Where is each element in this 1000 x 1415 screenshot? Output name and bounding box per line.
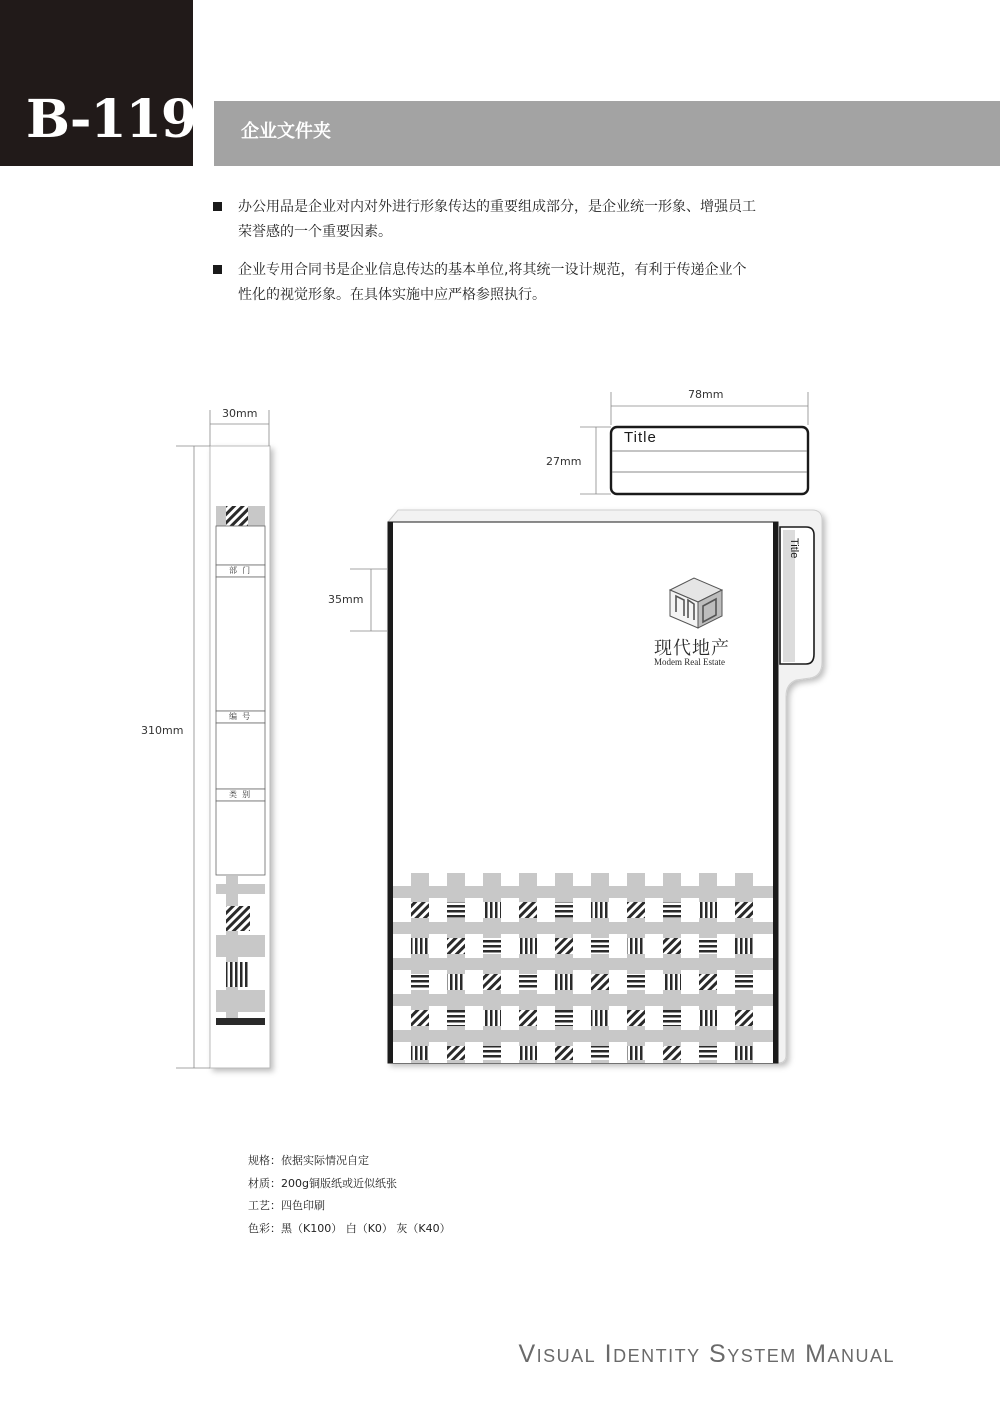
logo-margin-label: 35mm: [328, 593, 364, 606]
spine-height-label: 310mm: [141, 724, 184, 737]
title-label-card: [580, 392, 808, 494]
intro-paragraph-1-line-1: 办公用品是企业对内对外进行形象传达的重要组成部分，是企业统一形象、增强员工: [238, 199, 756, 215]
specs-block: [248, 1150, 451, 1240]
label-height-label: 27mm: [546, 455, 582, 468]
intro-paragraph-2-line-2: 性化的视觉形象。在具体实施中应严格参照执行。: [238, 287, 546, 303]
spine-label: [176, 410, 270, 1068]
spec-process: 工艺：四色印刷: [248, 1199, 325, 1212]
label-card-title: Title: [624, 429, 657, 446]
brand-name-cn: 现代地产: [654, 638, 730, 659]
section-title: 企业文件夹: [241, 121, 331, 142]
intro-paragraph-2-line-1: 企业专用合同书是企业信息传达的基本单位,将其统一设计规范，有利于传递企业个: [238, 262, 747, 278]
page-code: B-119: [26, 89, 197, 150]
spine-field-category: 类 别: [229, 790, 251, 799]
label-width-label: 78mm: [688, 388, 724, 401]
folder-tab-title: Title: [788, 538, 800, 559]
spine-field-number: 编 号: [229, 712, 251, 721]
spine-width-label: 30mm: [222, 407, 258, 420]
brand-name-en: Modem Real Estate: [654, 657, 725, 667]
spine-field-department: 部 门: [229, 566, 251, 575]
manual-title: Visual Identity System Manual: [518, 1340, 895, 1368]
spec-size: 规格：依据实际情况自定: [248, 1154, 369, 1167]
folder: [350, 510, 822, 1063]
intro-paragraph-1-line-2: 荣誉感的一个重要因素。: [238, 224, 392, 240]
spec-colors: 色彩：黑（K100） 白（K0） 灰（K40）: [248, 1221, 451, 1235]
spec-material: 材质：200g铜版纸或近似纸张: [248, 1176, 397, 1190]
